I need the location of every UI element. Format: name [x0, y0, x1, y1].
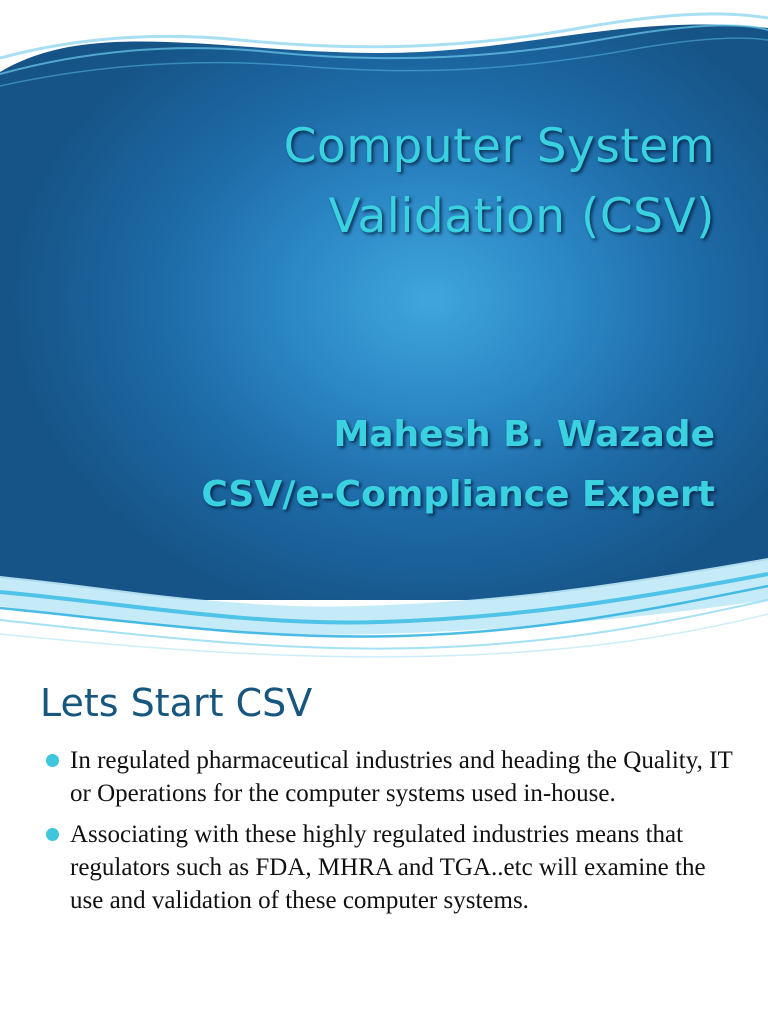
author-name: Mahesh B. Wazade: [333, 414, 715, 455]
bullet-text: Associating with these highly regulated industries means that regulators such as FDA, MHRA and TGA..etc will examine the use and validation of these computer systems.: [70, 821, 706, 914]
bullet-dot-icon: [46, 754, 59, 767]
top-wave: [0, 0, 768, 72]
bullet-item: [44, 818, 744, 917]
author-info: [40, 405, 715, 525]
author-role: CSV/e-Compliance Expert: [201, 474, 715, 515]
title-line: Computer System: [283, 119, 715, 174]
bullet-list: [44, 744, 744, 925]
bullet-dot-icon: [46, 828, 59, 841]
slide-title: [40, 112, 715, 252]
bullet-text: In regulated pharmaceutical industries and heading the Quality, IT or Operations for the computer systems used in-house.: [70, 747, 733, 807]
slide-heading: Lets Start CSV: [40, 681, 313, 725]
content-slide: [0, 660, 768, 1024]
bullet-item: [44, 744, 744, 810]
title-line: Validation (CSV): [328, 189, 715, 244]
